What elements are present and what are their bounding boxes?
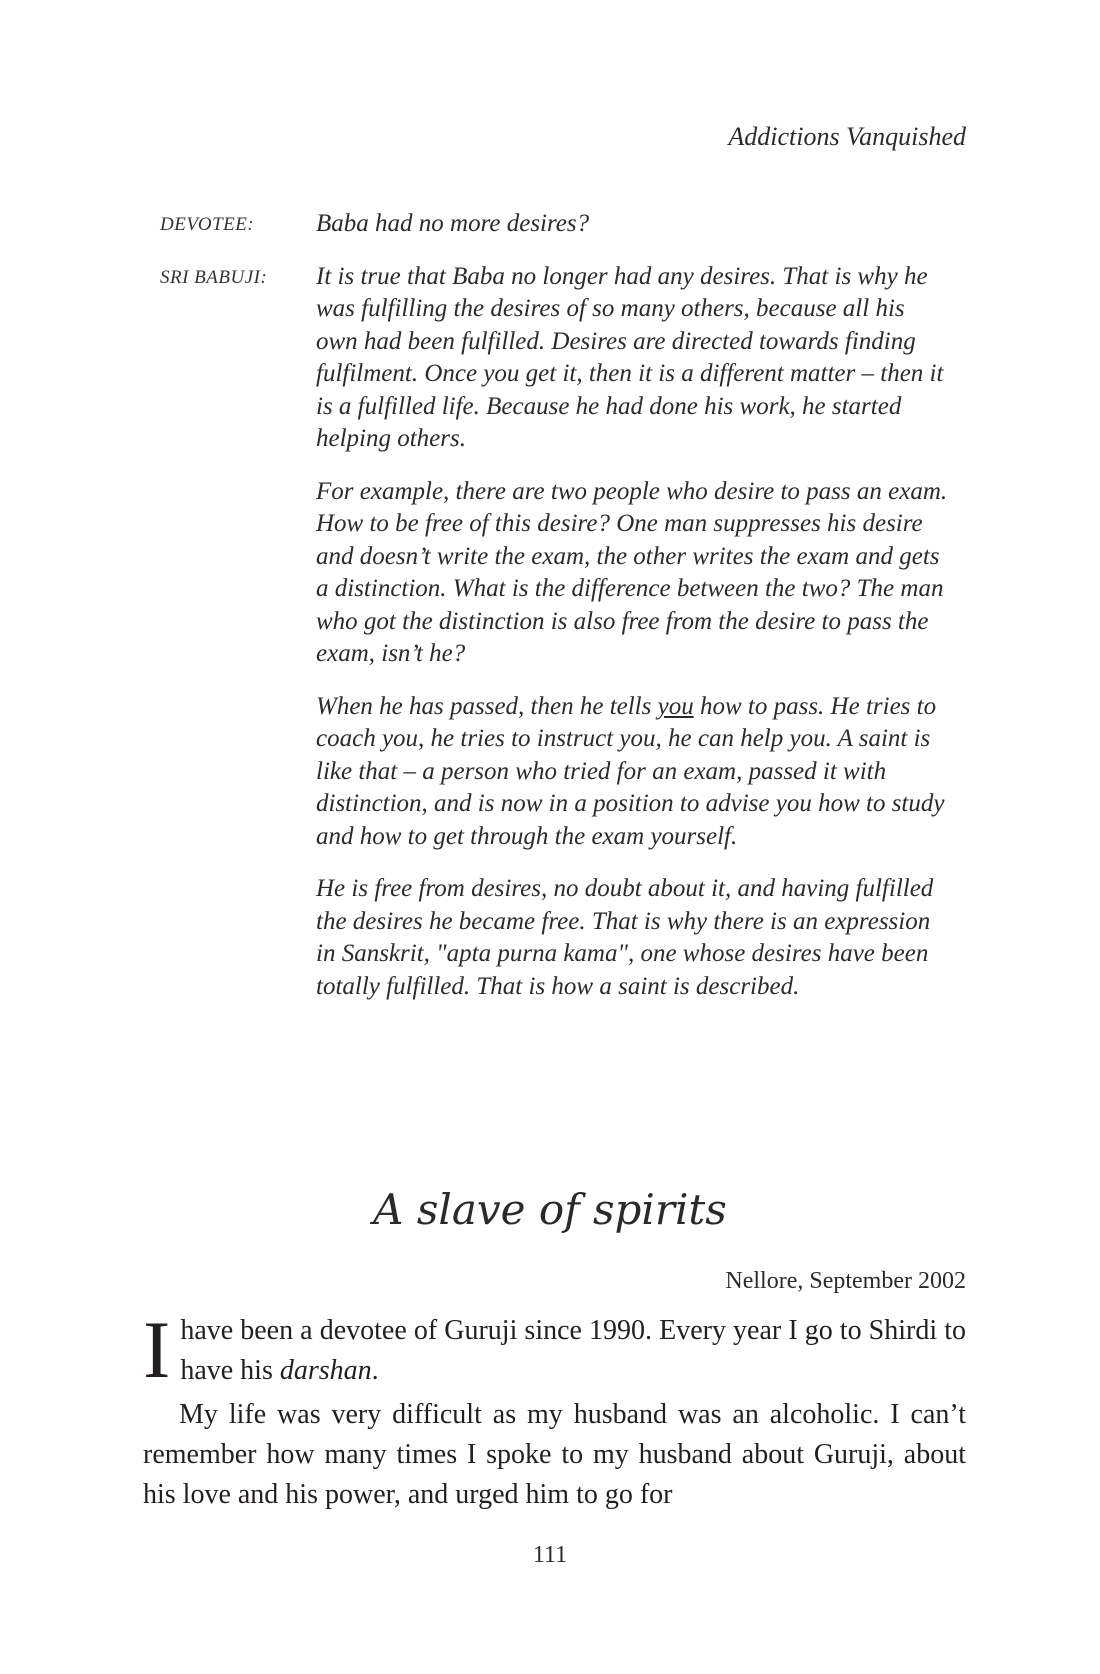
page-number: 111 [532,1542,568,1568]
babuji-turn [160,261,950,1004]
running-head: Addictions Vanquished [728,122,966,151]
devotee-question: Baba had no more desires? [316,210,590,237]
devotee-speech [316,208,950,241]
babuji-paragraph-3 [316,691,950,854]
babuji-p3-after: how to pass. He tries to coach you, he tries to instruct you, he can help you. A saint is like that – a person who tried for an exam, passed it with distinction, and is now in a position to advise you how to study and how to get through the exam yourself. [316,692,945,850]
underlined-you: you [657,692,694,720]
story-p1-before: have been a devotee of Guruji since 1990. Every year I go to Shirdi to have his [180,1315,966,1386]
babuji-speaker-label: SRI BABUJI: [160,266,268,288]
babuji-speech [316,261,950,1004]
story-dateline: Nellore, September 2002 [725,1268,966,1294]
story-body [143,1304,966,1515]
babuji-p3-before: When he has passed, then he tells [316,692,658,720]
babuji-paragraph-2: For example, there are two people who desire to pass an exam. How to be free of this desire? One man suppresses his desire and doesn’t write the exam, the other writes the exam and gets a distinction. What is the difference between the two? The man who got the distinction is also free from the desire to pass the exam, isn’t he? [316,477,948,667]
babuji-paragraph-4: He is free from desires, no doubt about it, and having fulfilled the desires he became free. That is why there is an expression in Sanskrit, "apta purna kama", one whose desires have been totally fulfilled. That is how a saint is described. [316,875,934,1000]
devotee-turn [160,208,950,241]
drop-cap: I [143,1304,171,1395]
dialogue-section [160,208,950,1023]
story-paragraph-2: My life was very difficult as my husband was an alcoholic. I can’t remember how many times I spoke to my husband about Guruji, about his love and his power, and urged him to go for [143,1399,966,1510]
story-title: A slave of spirits [373,1185,727,1234]
babuji-paragraph-1: It is true that Baba no longer had any desires. That is why he was fulfilling the desires of so many others, because all his own had been fulfilled. Desires are directed towards finding fulfilment. Once you get it, then it is a different matter – then it is a fulfilled life. Because he had done his work, he started helping others. [316,262,944,452]
devotee-speaker-label: DEVOTEE: [160,214,255,235]
story-p1-after: . [371,1355,379,1386]
story-paragraph-1 [143,1304,966,1395]
story-p1-italic: darshan [279,1355,372,1386]
